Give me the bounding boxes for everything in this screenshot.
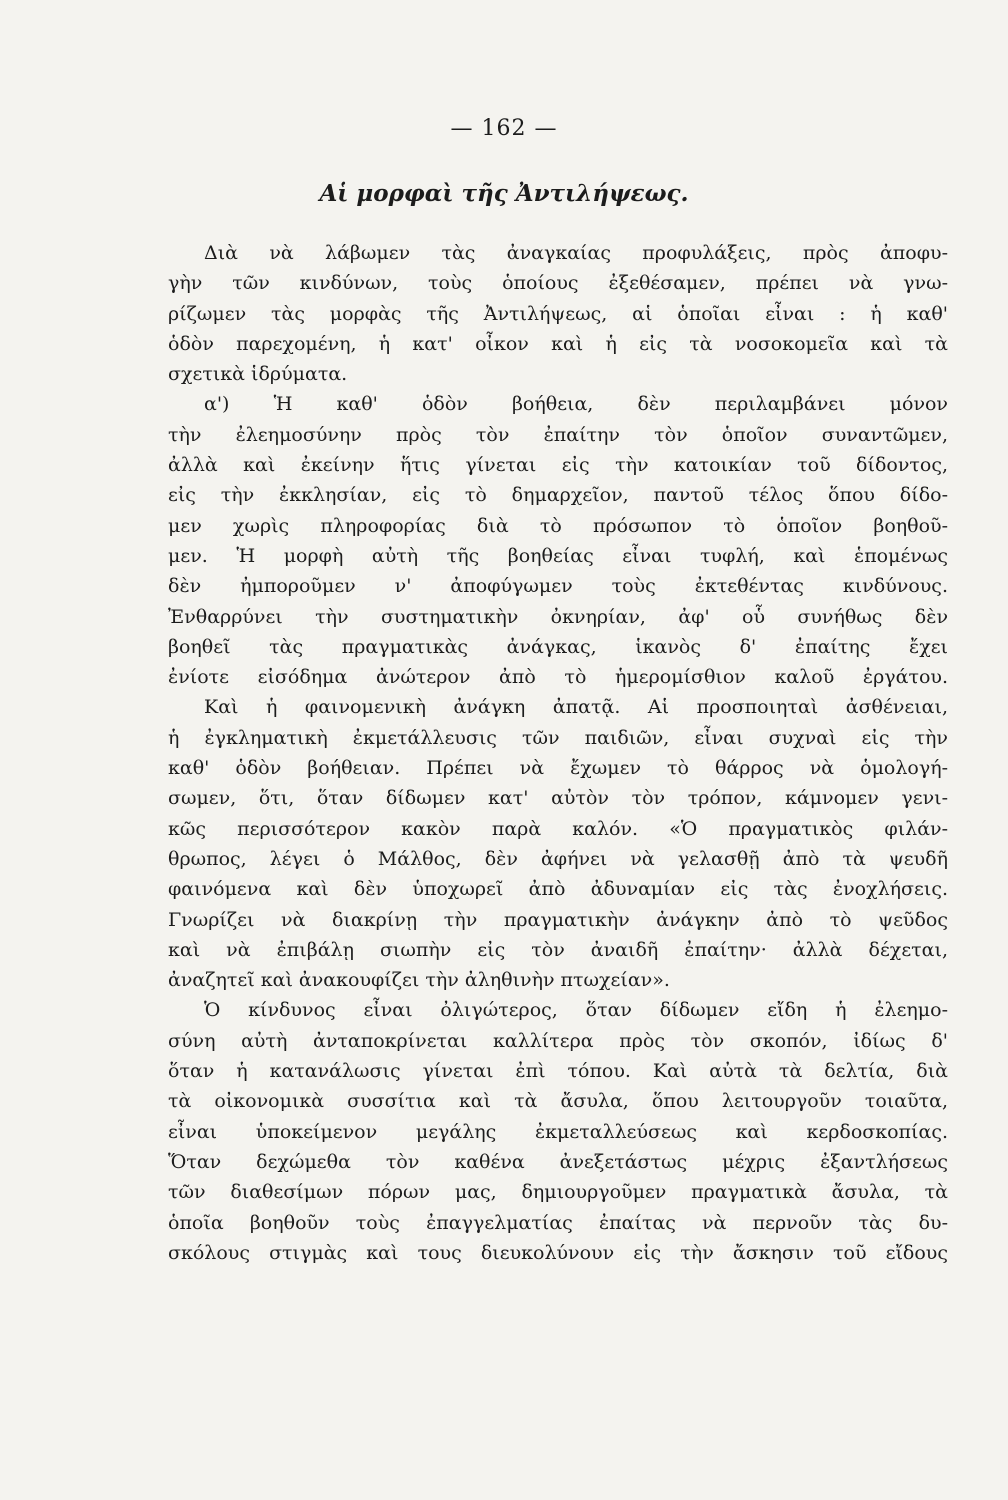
- text-line: α') Ἡ καθ' ὁδὸν βοήθεια, δὲν περιλαμβάνει μόνον: [204, 393, 948, 416]
- text-line: μεν. Ἡ μορφὴ αὐτὴ τῆς βοηθείας εἶναι τυφλή, καὶ ἑπομένως: [168, 544, 948, 567]
- text-line: Διὰ νὰ λάβωμεν τὰς ἀναγκαίας προφυλάξεις, πρὸς ἀποφυ-: [204, 242, 948, 264]
- text-line: τὰ οἰκονομικὰ συσσίτια καὶ τὰ ἄσυλα, ὅπου λειτουργοῦν τοιαῦτα,: [168, 1090, 948, 1113]
- text-line: κῶς περισσότερον κακὸν παρὰ καλόν. «Ὁ πραγματικὸς φιλάν-: [168, 817, 948, 840]
- text-line: σύνη αὐτὴ ἀνταποκρίνεται καλλίτερα πρὸς τὸν σκοπόν, ἰδίως δ': [168, 1029, 948, 1052]
- text-line: ἐνίοτε εἰσόδημα ἀνώτερον ἀπὸ τὸ ἡμερομίσθιον καλοῦ ἐργάτου.: [168, 666, 948, 689]
- text-line: ὁποῖα βοηθοῦν τοὺς ἐπαγγελματίας ἐπαίτας νὰ περνοῦν τὰς δυ-: [168, 1211, 948, 1234]
- text-line: σωμεν, ὅτι, ὅταν δίδωμεν κατ' αὐτὸν τὸν τρόπον, κάμνομεν γενι-: [168, 787, 948, 810]
- page-number: — 162 —: [450, 116, 558, 141]
- text-line: Ὅταν δεχώμεθα τὸν καθένα ἀνεξετάστως μέχρις ἐξαντλήσεως: [168, 1150, 948, 1173]
- text-line: θρωπος, λέγει ὁ Μάλθος, δὲν ἀφήνει νὰ γελασθῇ ἀπὸ τὰ ψευδῆ: [168, 847, 948, 870]
- text-line: ὅταν ἡ κατανάλωσις γίνεται ἐπὶ τόπου. Καὶ αὐτὰ τὰ δελτία, διὰ: [168, 1060, 948, 1083]
- text-line: γὴν τῶν κινδύνων, τοὺς ὁποίους ἐξεθέσαμεν, πρέπει νὰ γνω-: [168, 272, 948, 295]
- text-line: ὁδὸν παρεχομένη, ἡ κατ' οἶκον καὶ ἡ εἰς τὰ νοσοκομεῖα καὶ τὰ: [168, 332, 948, 355]
- text-line: ἀλλὰ καὶ ἐκείνην ἥτις γίνεται εἰς τὴν κατοικίαν τοῦ δίδοντος,: [168, 454, 948, 477]
- text-line: τῶν διαθεσίμων πόρων μας, δημιουργοῦμεν πραγματικὰ ἄσυλα, τὰ: [168, 1181, 948, 1204]
- section-title: Αἱ μορφαὶ τῆς Ἀντιλήψεως.: [319, 180, 689, 207]
- text-line: Ὁ κίνδυνος εἶναι ὀλιγώτερος, ὅταν δίδωμεν εἴδη ἡ ἐλεημο-: [204, 999, 948, 1022]
- text-line: Ἐνθαρρύνει τὴν συστηματικὴν ὀκνηρίαν, ἀφ' οὗ συνήθως δὲν: [168, 605, 948, 628]
- text-line: Γνωρίζει νὰ διακρίνῃ τὴν πραγματικὴν ἀνάγκην ἀπὸ τὸ ψεῦδος: [168, 908, 948, 931]
- text-line: ρίζωμεν τὰς μορφὰς τῆς Ἀντιλήψεως, αἱ ὁποῖαι εἶναι : ἡ καθ': [168, 302, 948, 325]
- text-line: ἀναζητεῖ καὶ ἀνακουφίζει τὴν ἀληθινὴν πτωχείαν».: [168, 969, 670, 992]
- text-line: τὴν ἐλεημοσύνην πρὸς τὸν ἐπαίτην τὸν ὁποῖον συναντῶμεν,: [168, 423, 948, 446]
- text-line: ἡ ἐγκληματικὴ ἐκμετάλλευσις τῶν παιδιῶν, εἶναι συχναὶ εἰς τὴν: [168, 726, 948, 749]
- text-line: φαινόμενα καὶ δὲν ὑποχωρεῖ ἀπὸ ἀδυναμίαν εἰς τὰς ἐνοχλήσεις.: [168, 878, 948, 901]
- text-line: καὶ νὰ ἐπιβάλῃ σιωπὴν εἰς τὸν ἀναιδῆ ἐπαίτην· ἀλλὰ δέχεται,: [168, 938, 948, 961]
- text-line: μεν χωρὶς πληροφορίας διὰ τὸ πρόσωπον τὸ ὁποῖον βοηθοῦ-: [168, 514, 948, 537]
- text-line: εἶναι ὑποκείμενον μεγάλης ἐκμεταλλεύσεως καὶ κερδοσκοπίας.: [168, 1120, 948, 1143]
- text-line: σχετικὰ ἱδρύματα.: [168, 363, 348, 386]
- text-line: βοηθεῖ τὰς πραγματικὰς ἀνάγκας, ἱκανὸς δ' ἐπαίτης ἔχει: [168, 635, 948, 658]
- text-line: καθ' ὁδὸν βοήθειαν. Πρέπει νὰ ἔχωμεν τὸ θάρρος νὰ ὁμολογή-: [168, 757, 948, 780]
- body-text: [168, 238, 948, 1268]
- text-line: δὲν ἠμποροῦμεν ν' ἀποφύγωμεν τοὺς ἐκτεθέντας κινδύνους.: [168, 575, 948, 598]
- text-line: Καὶ ἡ φαινομενικὴ ἀνάγκη ἀπατᾷ. Αἱ προσποιηταὶ ἀσθένειαι,: [204, 696, 948, 719]
- text-line: σκόλους στιγμὰς καὶ τους διευκολύνουν εἰς τὴν ἄσκησιν τοῦ εἴδους: [168, 1241, 948, 1264]
- text-line: εἰς τὴν ἐκκλησίαν, εἰς τὸ δημαρχεῖον, παντοῦ τέλος ὅπου δίδο-: [168, 484, 948, 507]
